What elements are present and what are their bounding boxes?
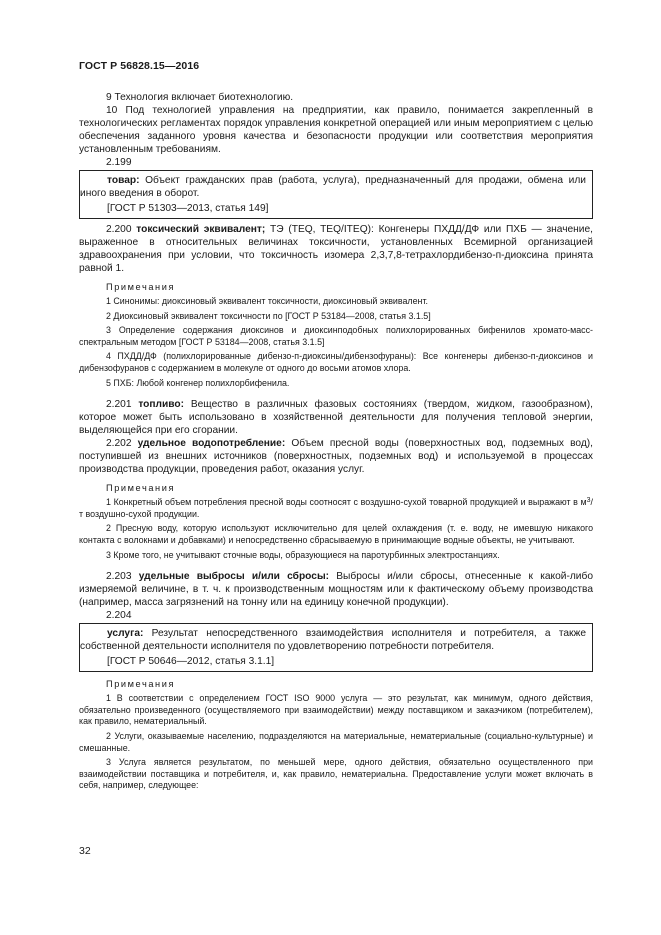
term-2200: токсический эквивалент;	[136, 224, 266, 235]
section-number-2201: 2.201	[106, 399, 139, 411]
definition-2200	[79, 223, 593, 275]
page-number: 32	[79, 845, 91, 857]
note-2202-1-sup: 3	[586, 497, 591, 505]
section-number-2200: 2.200	[106, 224, 137, 235]
section-number-2202: 2.202	[106, 438, 138, 450]
term-2201: топливо:	[138, 399, 185, 411]
definition-text-2202: Объем пресной воды (поверхностных вод, подземных вод), поступившей из внешних источников (поверхностных, подземных вод) и используемой в процессах производства продукции, проведения работ, оказания услуг.	[79, 438, 593, 476]
definition-2201	[79, 398, 593, 437]
note-2202-2: 2 Пресную воду, которую используют исключительно для целей охлаждения (т. е. воду, не имевшую никакого контакта с волокнами и добавками) и непосредственно сбрасываемую в принимающие водные объекты, не учитывают.	[79, 523, 593, 545]
definition-text-2200: ТЭ (TEQ, TEQ/ITEQ): Конгенеры ПХДД/ДФ или ПХБ — значение, выраженное в относительных величинах токсичности, установленных Всемирной организацией здравоохранения при условии, что токсичность изомера 2,3,7,8-тетрахлордибензо-п-диоксина принята равной 1.	[79, 224, 593, 274]
section-number-2199: 2.199	[106, 157, 132, 168]
note-2204-1: 1 В соответствии с определением ГОСТ ISO 9000 услуга — это результат, как минимум, одного действия, обязательно произведенного (осуществляемого при взаимодействии) между поставщиком и заказчиком (потребителем), как правило, нематериальный.	[79, 693, 593, 727]
note-2204-3: 3 Услуга является результатом, по меньшей мере, одного действия, обязательно осуществленного при взаимодействии поставщика и потребителя, и, как правило, нематериальна. Предоставление услуги может включать в себя, например, следующее:	[79, 757, 593, 791]
note-2200-1: 1 Синонимы: диоксиновый эквивалент токсичности, диоксиновый эквивалент.	[106, 296, 428, 306]
term-2203: удельные выбросы и/или сбросы:	[138, 571, 330, 583]
note-2200-3: 3 Определение содержания диоксинов и диоксинподобных полихлорированных бифенилов хромато-масс-спектральным методом [ГОСТ Р 53184—2008, статья 3.1.5]	[79, 325, 593, 347]
reference-2199: [ГОСТ Р 51303—2013, статья 149]	[107, 203, 269, 214]
term-2202: удельное водопотребление:	[137, 438, 286, 450]
note-2202-1	[79, 497, 593, 520]
note-2200-2: 2 Диоксиновый эквивалент токсичности по [ГОСТ Р 53184—2008, статья 3.1.5]	[106, 310, 431, 321]
definition-2203	[79, 570, 593, 609]
notes-title-2204: Примечания	[106, 679, 176, 690]
note-2200-4: 4 ПХДД/ДФ (полихлорированные дибензо-п-диоксины/дибензофураны): Все конгенеры дибензо-п-диоксинов и дибензофуранов с содержанием в молекуле от одного до восьми атомов хлора.	[79, 351, 593, 373]
definition-2199	[80, 174, 586, 200]
note-2202-1-b: /т воздушно-сухой продукции.	[79, 497, 593, 519]
definition-2204	[80, 627, 586, 653]
notes-title-2200: Примечания	[106, 282, 176, 292]
term-box-2199	[79, 170, 593, 219]
term-2204: услуга:	[107, 628, 144, 640]
definition-text-2199: Объект гражданских прав (работа, услуга), предназначенный для продажи, обмена или иного введения в оборот.	[80, 175, 586, 199]
notes-title-2202: Примечания	[106, 483, 176, 494]
term-box-2204	[79, 623, 593, 672]
paragraph-10: 10 Под технологией управления на предприятии, как правило, понимается закрепленный в технологических регламентах порядок управления конкретной операцией или иным мероприятием с целью обеспечения заданного уровня качества и безопасности продукции или соответствия мероприятия установленным требованиям.	[79, 105, 593, 155]
page-content	[79, 91, 593, 795]
definition-2202	[79, 437, 593, 476]
page-header: ГОСТ Р 56828.15—2016	[79, 60, 200, 72]
note-2202-3: 3 Кроме того, не учитывают сточные воды, образующиеся на паротурбинных электростанциях.	[106, 549, 500, 560]
note-2204-2: 2 Услуги, оказываемые населению, подразделяются на материальные, нематериальные (социально-культурные) и смешанные.	[79, 730, 593, 753]
term-2199: товар:	[107, 175, 140, 186]
definition-text-2201: Вещество в различных фазовых состояниях (твердом, жидком, газообразном), которое может быть использовано в хозяйственной деятельности для получения тепловой энергии, выделяющейся при его сгорании.	[79, 399, 593, 437]
note-2202-1-a: 1 Конкретный объем потребления пресной воды соотносят с воздушно-сухой товарной продукцией и выражают в м	[106, 497, 587, 508]
paragraph-9: 9 Технология включает биотехнологию.	[106, 92, 294, 103]
definition-text-2203: Выбросы и/или сбросы, отнесенные к какой-либо измеряемой величине, в т. ч. к производственным мощностям или к фактическому объему производства (например, масса загрязнений на тонну или на единицу конечной продукции).	[79, 571, 593, 609]
note-2200-5: 5 ПХБ: Любой конгенер полихлорбифенила.	[106, 377, 290, 388]
section-number-2203: 2.203	[106, 571, 139, 583]
reference-2204: [ГОСТ Р 50646—2012, статья 3.1.1]	[107, 656, 275, 668]
section-number-2204: 2.204	[106, 610, 132, 622]
definition-text-2204: Результат непосредственного взаимодействия исполнителя и потребителя, а также собственной деятельности исполнителя по удовлетворению потребности потребителя.	[80, 628, 586, 653]
